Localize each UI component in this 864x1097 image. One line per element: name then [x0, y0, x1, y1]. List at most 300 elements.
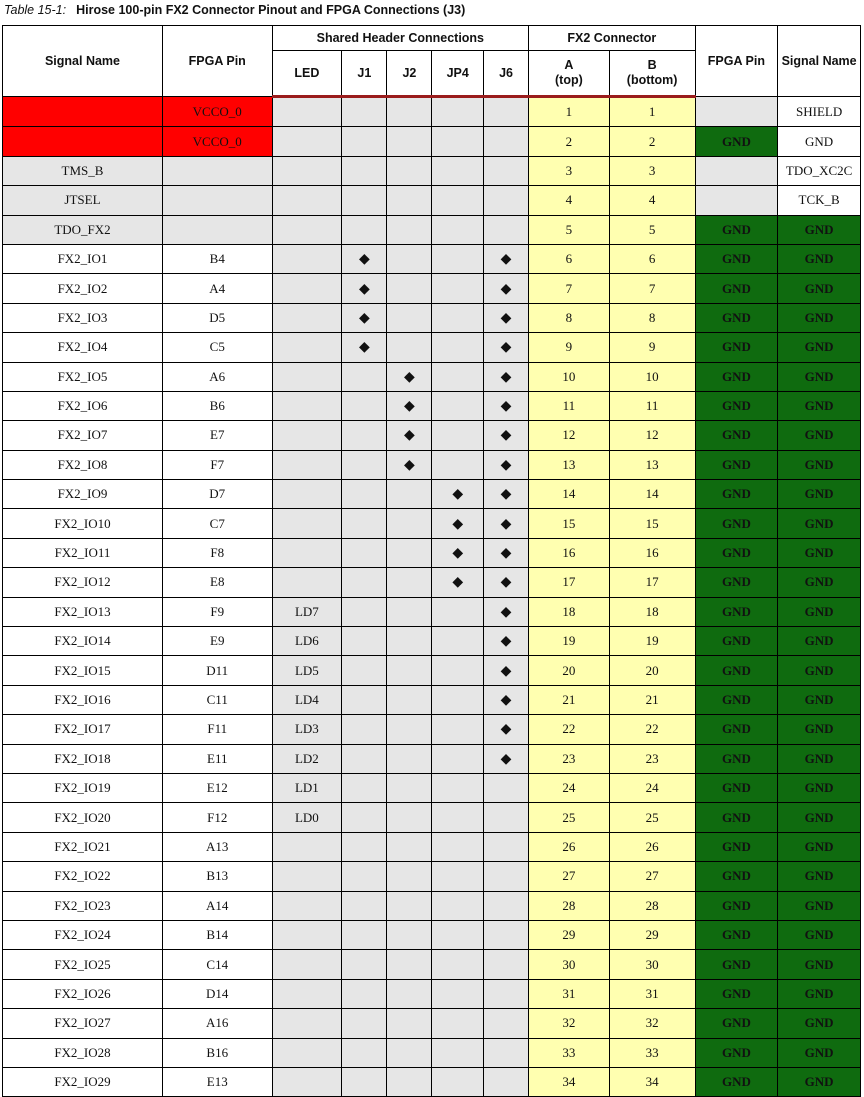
fx2-pin-b-cell: 21: [609, 685, 695, 714]
led-cell: [272, 509, 342, 538]
fx2-pin-b-cell: 13: [609, 450, 695, 479]
led-cell: [272, 450, 342, 479]
fpga-pin-cell: VCCO_0: [162, 127, 272, 156]
table-row: [3, 421, 861, 450]
fpga-pin-cell: F12: [162, 803, 272, 832]
j1-cell: [342, 303, 387, 332]
j6-cell: [484, 832, 529, 861]
led-cell: LD1: [272, 773, 342, 802]
table-row: [3, 509, 861, 538]
table-row: [3, 950, 861, 979]
j1-cell: [342, 362, 387, 391]
j6-cell: [484, 450, 529, 479]
led-cell: LD2: [272, 744, 342, 773]
fx2-pin-b-cell: 31: [609, 979, 695, 1008]
fx2-pin-b-cell: 19: [609, 627, 695, 656]
fpga-pin-cell: VCCO_0: [162, 97, 272, 127]
table-row: [3, 920, 861, 949]
fx2-pin-a-cell: 27: [529, 862, 610, 891]
connection-marker-icon: ◆: [500, 633, 512, 650]
led-cell: LD4: [272, 685, 342, 714]
fpga-pin-cell: A14: [162, 891, 272, 920]
col-header-jp4: JP4: [432, 51, 484, 97]
fpga-pin-b-cell: GND: [695, 303, 778, 332]
a-sub: (top): [555, 73, 583, 87]
fpga-pin-b-cell: GND: [695, 832, 778, 861]
jp4-cell: [432, 950, 484, 979]
led-cell: [272, 862, 342, 891]
j1-cell: [342, 391, 387, 420]
jp4-cell: [432, 656, 484, 685]
j1-cell: [342, 832, 387, 861]
fx2-pin-b-cell: 16: [609, 538, 695, 567]
fx2-pin-a-cell: 14: [529, 480, 610, 509]
signal-name-b-cell: GND: [778, 1038, 861, 1067]
signal-name-b-cell: GND: [778, 832, 861, 861]
led-cell: [272, 215, 342, 244]
jp4-cell: [432, 1038, 484, 1067]
table-row: [3, 685, 861, 714]
table-row: [3, 450, 861, 479]
led-cell: [272, 979, 342, 1008]
fpga-pin-cell: [162, 156, 272, 185]
signal-name-cell: FX2_IO11: [3, 538, 163, 567]
jp4-cell: [432, 274, 484, 303]
signal-name-cell: FX2_IO4: [3, 333, 163, 362]
signal-name-b-cell: GND: [778, 538, 861, 567]
fx2-pin-b-cell: 30: [609, 950, 695, 979]
j1-cell: [342, 1038, 387, 1067]
jp4-cell: [432, 186, 484, 215]
j2-cell: [387, 1067, 432, 1096]
j1-cell: [342, 715, 387, 744]
signal-name-cell: FX2_IO10: [3, 509, 163, 538]
fx2-pin-a-cell: 21: [529, 685, 610, 714]
signal-name-cell: FX2_IO16: [3, 685, 163, 714]
signal-name-cell: TDO_FX2: [3, 215, 163, 244]
fx2-pin-b-cell: 3: [609, 156, 695, 185]
signal-name-cell: FX2_IO24: [3, 920, 163, 949]
led-cell: [272, 832, 342, 861]
signal-name-cell: JTSEL: [3, 186, 163, 215]
b-sub: (bottom): [626, 73, 678, 87]
fx2-pin-a-cell: 31: [529, 979, 610, 1008]
fpga-pin-cell: D11: [162, 656, 272, 685]
j6-cell: [484, 333, 529, 362]
j2-cell: [387, 480, 432, 509]
fpga-pin-cell: F7: [162, 450, 272, 479]
jp4-cell: [432, 391, 484, 420]
signal-name-b-cell: GND: [778, 509, 861, 538]
signal-name-cell: FX2_IO26: [3, 979, 163, 1008]
jp4-cell: [432, 97, 484, 127]
fx2-pin-a-cell: 16: [529, 538, 610, 567]
fpga-pin-cell: C14: [162, 950, 272, 979]
table-row: [3, 538, 861, 567]
col-header-signal-name: Signal Name: [3, 26, 163, 97]
j2-cell: [387, 568, 432, 597]
col-header-a-top: [529, 51, 610, 97]
j6-cell: [484, 773, 529, 802]
signal-name-cell: FX2_IO22: [3, 862, 163, 891]
signal-name-b-cell: TCK_B: [778, 186, 861, 215]
fx2-pin-b-cell: 17: [609, 568, 695, 597]
table-number: Table 15-1:: [4, 3, 67, 17]
fpga-pin-b-cell: GND: [695, 979, 778, 1008]
j6-cell: [484, 156, 529, 185]
fpga-pin-cell: D5: [162, 303, 272, 332]
signal-name-b-cell: GND: [778, 274, 861, 303]
j2-cell: [387, 656, 432, 685]
j2-cell: [387, 303, 432, 332]
table-row: [3, 1009, 861, 1038]
connection-marker-icon: ◆: [452, 486, 464, 503]
j6-cell: [484, 538, 529, 567]
j2-cell: [387, 803, 432, 832]
signal-name-b-cell: GND: [778, 979, 861, 1008]
j6-cell: [484, 215, 529, 244]
j2-cell: [387, 421, 432, 450]
pinout-rows: [3, 97, 861, 1097]
j2-cell: [387, 244, 432, 273]
j2-cell: [387, 950, 432, 979]
led-cell: [272, 1009, 342, 1038]
j2-cell: [387, 891, 432, 920]
j2-cell: [387, 627, 432, 656]
fx2-pin-b-cell: 18: [609, 597, 695, 626]
led-cell: [272, 97, 342, 127]
led-cell: [272, 538, 342, 567]
fx2-pin-a-cell: 26: [529, 832, 610, 861]
fpga-pin-b-cell: GND: [695, 715, 778, 744]
fx2-pin-a-cell: 17: [529, 568, 610, 597]
table-row: [3, 186, 861, 215]
fx2-pin-a-cell: 5: [529, 215, 610, 244]
table-row: [3, 568, 861, 597]
signal-name-cell: FX2_IO25: [3, 950, 163, 979]
jp4-cell: [432, 803, 484, 832]
fx2-pin-a-cell: 15: [529, 509, 610, 538]
j1-cell: [342, 97, 387, 127]
connection-marker-icon: ◆: [500, 721, 512, 738]
jp4-cell: [432, 303, 484, 332]
fx2-pin-b-cell: 24: [609, 773, 695, 802]
signal-name-cell: FX2_IO1: [3, 244, 163, 273]
j2-cell: [387, 597, 432, 626]
j2-cell: [387, 1038, 432, 1067]
j2-cell: [387, 1009, 432, 1038]
connection-marker-icon: ◆: [358, 309, 370, 326]
fpga-pin-b-cell: GND: [695, 891, 778, 920]
pinout-table: [2, 25, 861, 1097]
signal-name-cell: FX2_IO17: [3, 715, 163, 744]
jp4-cell: [432, 715, 484, 744]
signal-name-b-cell: SHIELD: [778, 97, 861, 127]
group-header-shared: Shared Header Connections: [272, 26, 529, 51]
signal-name-cell: FX2_IO6: [3, 391, 163, 420]
fpga-pin-b-cell: GND: [695, 391, 778, 420]
jp4-cell: [432, 1009, 484, 1038]
fx2-pin-a-cell: 12: [529, 421, 610, 450]
j1-cell: [342, 538, 387, 567]
j2-cell: [387, 862, 432, 891]
fx2-pin-a-cell: 2: [529, 127, 610, 156]
fpga-pin-cell: A6: [162, 362, 272, 391]
j6-cell: [484, 480, 529, 509]
j1-cell: [342, 862, 387, 891]
jp4-cell: [432, 156, 484, 185]
j1-cell: [342, 1009, 387, 1038]
col-header-fpga-pin: FPGA Pin: [162, 26, 272, 97]
j6-cell: [484, 979, 529, 1008]
connection-marker-icon: ◆: [500, 368, 512, 385]
led-cell: [272, 391, 342, 420]
fpga-pin-cell: E11: [162, 744, 272, 773]
j6-cell: [484, 627, 529, 656]
fx2-pin-a-cell: 11: [529, 391, 610, 420]
led-cell: [272, 186, 342, 215]
fpga-pin-b-cell: GND: [695, 862, 778, 891]
table-row: [3, 1067, 861, 1096]
j1-cell: [342, 773, 387, 802]
j6-cell: [484, 597, 529, 626]
j1-cell: [342, 685, 387, 714]
table-row: [3, 244, 861, 273]
fx2-pin-b-cell: 11: [609, 391, 695, 420]
fpga-pin-b-cell: GND: [695, 362, 778, 391]
fx2-pin-b-cell: 8: [609, 303, 695, 332]
fpga-pin-cell: F11: [162, 715, 272, 744]
j1-cell: [342, 215, 387, 244]
led-cell: LD0: [272, 803, 342, 832]
fx2-pin-b-cell: 12: [609, 421, 695, 450]
fpga-pin-b-cell: GND: [695, 450, 778, 479]
fx2-pin-a-cell: 9: [529, 333, 610, 362]
j1-cell: [342, 480, 387, 509]
fpga-pin-b-cell: GND: [695, 656, 778, 685]
signal-name-b-cell: GND: [778, 303, 861, 332]
signal-name-b-cell: GND: [778, 333, 861, 362]
table-row: [3, 1038, 861, 1067]
fpga-pin-b-cell: GND: [695, 215, 778, 244]
fx2-pin-b-cell: 20: [609, 656, 695, 685]
j6-cell: [484, 568, 529, 597]
j2-cell: [387, 685, 432, 714]
connection-marker-icon: ◆: [358, 251, 370, 268]
jp4-cell: [432, 215, 484, 244]
col-header-j6: J6: [484, 51, 529, 97]
table-row: [3, 362, 861, 391]
signal-name-b-cell: GND: [778, 1067, 861, 1096]
j6-cell: [484, 1009, 529, 1038]
table-caption: [4, 2, 465, 22]
j2-cell: [387, 715, 432, 744]
fx2-pin-a-cell: 13: [529, 450, 610, 479]
led-cell: [272, 421, 342, 450]
j6-cell: [484, 97, 529, 127]
fpga-pin-cell: A4: [162, 274, 272, 303]
signal-name-cell: FX2_IO23: [3, 891, 163, 920]
j6-cell: [484, 303, 529, 332]
j6-cell: [484, 656, 529, 685]
signal-name-cell: FX2_IO20: [3, 803, 163, 832]
table-row: [3, 832, 861, 861]
signal-name-cell: FX2_IO14: [3, 627, 163, 656]
table-row: [3, 480, 861, 509]
j6-cell: [484, 421, 529, 450]
fx2-pin-a-cell: 18: [529, 597, 610, 626]
signal-name-b-cell: GND: [778, 362, 861, 391]
table-row: [3, 715, 861, 744]
connection-marker-icon: ◆: [500, 545, 512, 562]
fx2-pin-a-cell: 19: [529, 627, 610, 656]
j1-cell: [342, 597, 387, 626]
j2-cell: [387, 744, 432, 773]
j6-cell: [484, 127, 529, 156]
fx2-pin-b-cell: 14: [609, 480, 695, 509]
table-row: [3, 744, 861, 773]
fpga-pin-b-cell: GND: [695, 244, 778, 273]
fx2-pin-a-cell: 28: [529, 891, 610, 920]
j2-cell: [387, 391, 432, 420]
j2-cell: [387, 979, 432, 1008]
j6-cell: [484, 391, 529, 420]
fx2-pin-b-cell: 6: [609, 244, 695, 273]
j2-cell: [387, 362, 432, 391]
fpga-pin-cell: [162, 186, 272, 215]
j1-cell: [342, 656, 387, 685]
table-row: [3, 97, 861, 127]
j6-cell: [484, 244, 529, 273]
signal-name-cell: FX2_IO7: [3, 421, 163, 450]
fx2-pin-a-cell: 4: [529, 186, 610, 215]
led-cell: [272, 303, 342, 332]
signal-name-b-cell: GND: [778, 597, 861, 626]
fpga-pin-b-cell: GND: [695, 597, 778, 626]
j2-cell: [387, 186, 432, 215]
led-cell: [272, 568, 342, 597]
table-row: [3, 391, 861, 420]
fx2-pin-a-cell: 22: [529, 715, 610, 744]
signal-name-cell: FX2_IO29: [3, 1067, 163, 1096]
table-row: [3, 891, 861, 920]
col-header-j2: J2: [387, 51, 432, 97]
jp4-cell: [432, 627, 484, 656]
connection-marker-icon: ◆: [500, 339, 512, 356]
fpga-pin-cell: E7: [162, 421, 272, 450]
jp4-cell: [432, 1067, 484, 1096]
signal-name-b-cell: GND: [778, 744, 861, 773]
jp4-cell: [432, 597, 484, 626]
signal-name-b-cell: GND: [778, 656, 861, 685]
connection-marker-icon: ◆: [500, 750, 512, 767]
j1-cell: [342, 1067, 387, 1096]
connection-marker-icon: ◆: [452, 574, 464, 591]
fpga-pin-cell: A13: [162, 832, 272, 861]
fpga-pin-cell: C11: [162, 685, 272, 714]
j6-cell: [484, 1038, 529, 1067]
signal-name-cell: [3, 127, 163, 156]
signal-name-b-cell: GND: [778, 215, 861, 244]
fpga-pin-b-cell: GND: [695, 1009, 778, 1038]
signal-name-b-cell: GND: [778, 920, 861, 949]
j1-cell: [342, 509, 387, 538]
fx2-pin-a-cell: 29: [529, 920, 610, 949]
j2-cell: [387, 127, 432, 156]
led-cell: [272, 480, 342, 509]
signal-name-b-cell: GND: [778, 715, 861, 744]
fx2-pin-a-cell: 6: [529, 244, 610, 273]
j6-cell: [484, 685, 529, 714]
j6-cell: [484, 891, 529, 920]
fpga-pin-b-cell: GND: [695, 1067, 778, 1096]
table-row: [3, 333, 861, 362]
connection-marker-icon: ◆: [500, 515, 512, 532]
connection-marker-icon: ◆: [404, 456, 415, 473]
connection-marker-icon: ◆: [500, 456, 512, 473]
fpga-pin-b-cell: GND: [695, 773, 778, 802]
fx2-pin-b-cell: 9: [609, 333, 695, 362]
fpga-pin-b-cell: GND: [695, 568, 778, 597]
fx2-pin-b-cell: 34: [609, 1067, 695, 1096]
fx2-pin-a-cell: 24: [529, 773, 610, 802]
connection-marker-icon: ◆: [500, 398, 512, 415]
signal-name-cell: FX2_IO3: [3, 303, 163, 332]
j6-cell: [484, 862, 529, 891]
table-row: [3, 979, 861, 1008]
signal-name-b-cell: GND: [778, 127, 861, 156]
table-row: [3, 274, 861, 303]
fx2-pin-a-cell: 7: [529, 274, 610, 303]
table-title: Hirose 100-pin FX2 Connector Pinout and FPGA Connections (J3): [76, 3, 466, 17]
jp4-cell: [432, 333, 484, 362]
table-row: [3, 215, 861, 244]
jp4-cell: [432, 920, 484, 949]
fx2-pin-b-cell: 15: [609, 509, 695, 538]
signal-name-cell: FX2_IO27: [3, 1009, 163, 1038]
fpga-pin-b-cell: GND: [695, 1038, 778, 1067]
led-cell: [272, 362, 342, 391]
jp4-cell: [432, 480, 484, 509]
col-header-b-bottom: [609, 51, 695, 97]
table-row: [3, 303, 861, 332]
connection-marker-icon: ◆: [500, 662, 512, 679]
fpga-pin-b-cell: GND: [695, 685, 778, 714]
signal-name-cell: FX2_IO2: [3, 274, 163, 303]
fx2-pin-b-cell: 23: [609, 744, 695, 773]
jp4-cell: [432, 509, 484, 538]
j1-cell: [342, 244, 387, 273]
signal-name-b-cell: GND: [778, 803, 861, 832]
jp4-cell: [432, 685, 484, 714]
fpga-pin-cell: C5: [162, 333, 272, 362]
fpga-pin-b-cell: GND: [695, 627, 778, 656]
jp4-cell: [432, 450, 484, 479]
b-label: B: [647, 58, 657, 72]
signal-name-b-cell: GND: [778, 450, 861, 479]
jp4-cell: [432, 832, 484, 861]
signal-name-b-cell: GND: [778, 480, 861, 509]
fpga-pin-cell: D14: [162, 979, 272, 1008]
fx2-pin-a-cell: 32: [529, 1009, 610, 1038]
j1-cell: [342, 891, 387, 920]
fpga-pin-cell: E8: [162, 568, 272, 597]
signal-name-cell: TMS_B: [3, 156, 163, 185]
led-cell: [272, 274, 342, 303]
fx2-pin-a-cell: 1: [529, 97, 610, 127]
fx2-pin-a-cell: 3: [529, 156, 610, 185]
signal-name-b-cell: GND: [778, 1009, 861, 1038]
